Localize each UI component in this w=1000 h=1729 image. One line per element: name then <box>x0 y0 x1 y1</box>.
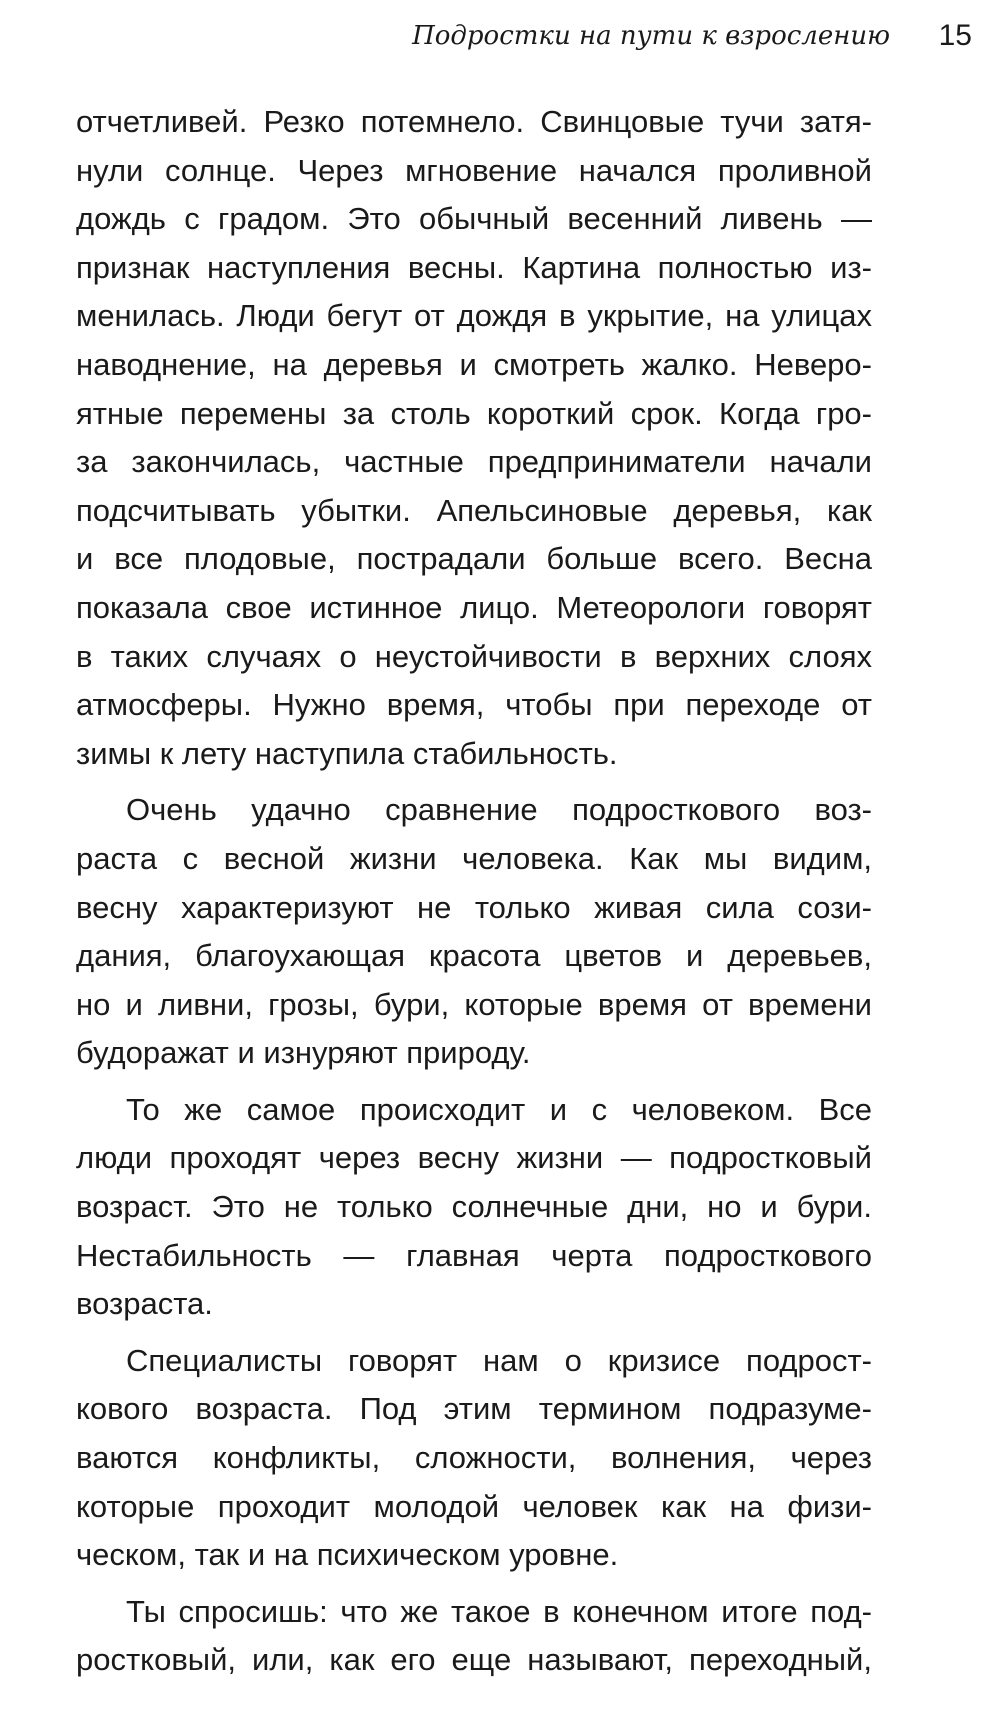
text-line: Специалисты говорят нам о кризисе подрост- <box>126 1342 872 1378</box>
text-line: наводнение, на деревья и смотреть жалко. Неверо- <box>76 346 872 382</box>
text-line: люди проходят через весну жизни — подростковый <box>76 1140 872 1176</box>
text-line: ваются конфликты, сложности, волнения, через <box>76 1440 872 1476</box>
paragraph <box>76 1086 872 1329</box>
text-line: ятные перемены за столь короткий срок. Когда гро- <box>76 395 872 431</box>
text-line: зимы к лету наступила стабильность. <box>76 735 618 771</box>
text-line: То же самое происходит и с человеком. Все <box>126 1091 872 1127</box>
paragraph <box>76 98 872 778</box>
text-line: будоражат и изнуряют природу. <box>76 1035 531 1071</box>
running-title: Подростки на пути к взрослению <box>412 21 890 51</box>
text-line: Нестабильность — главная черта подросткового <box>76 1237 872 1273</box>
page-number: 15 <box>938 19 972 52</box>
text-line: и все плодовые, пострадали больше всего. Весна <box>76 541 872 577</box>
body-text <box>76 98 872 1685</box>
text-line: атмосферы. Нужно время, чтобы при переходе от <box>76 687 872 723</box>
text-line: нули солнце. Через мгновение начался проливной <box>76 152 872 188</box>
text-line: кового возраста. Под этим термином подразуме- <box>76 1391 872 1427</box>
text-line: подсчитывать убытки. Апельсиновые деревья, как <box>76 492 872 528</box>
text-line: раста с весной жизни человека. Как мы видим, <box>76 840 872 876</box>
text-line: менилась. Люди бегут от дождя в укрытие, на улицах <box>76 298 872 334</box>
text-line: ческом, так и на психическом уровне. <box>76 1537 619 1573</box>
text-line: показала свое истинное лицо. Метеорологи говорят <box>76 589 872 625</box>
paragraph <box>76 1588 872 1685</box>
text-line: признак наступления весны. Картина полностью из- <box>76 249 872 285</box>
text-line: весну характеризуют не только живая сила сози- <box>76 889 872 925</box>
text-line: Очень удачно сравнение подросткового воз- <box>126 792 872 828</box>
text-line: которые проходит молодой человек как на физи- <box>76 1488 872 1524</box>
text-line: в таких случаях о неустойчивости в верхних слоях <box>76 638 872 674</box>
text-line: дания, благоухающая красота цветов и деревьев, <box>76 938 872 974</box>
text-line: возраст. Это не только солнечные дни, но и бури. <box>76 1189 872 1225</box>
text-line: но и ливни, грозы, бури, которые время от времени <box>76 986 872 1022</box>
text-line: отчетливей. Резко потемнело. Свинцовые тучи затя- <box>76 104 872 139</box>
paragraph <box>76 1337 872 1580</box>
paragraph <box>76 786 872 1078</box>
text-line: Ты спросишь: что же такое в конечном итоге под- <box>126 1593 872 1629</box>
text-line: дождь с градом. Это обычный весенний ливень — <box>76 201 872 237</box>
text-line: ростковый, или, как его еще называют, переходный, <box>76 1642 872 1678</box>
text-line: возраста. <box>76 1286 213 1322</box>
text-line: за закончилась, частные предприниматели начали <box>76 444 872 480</box>
